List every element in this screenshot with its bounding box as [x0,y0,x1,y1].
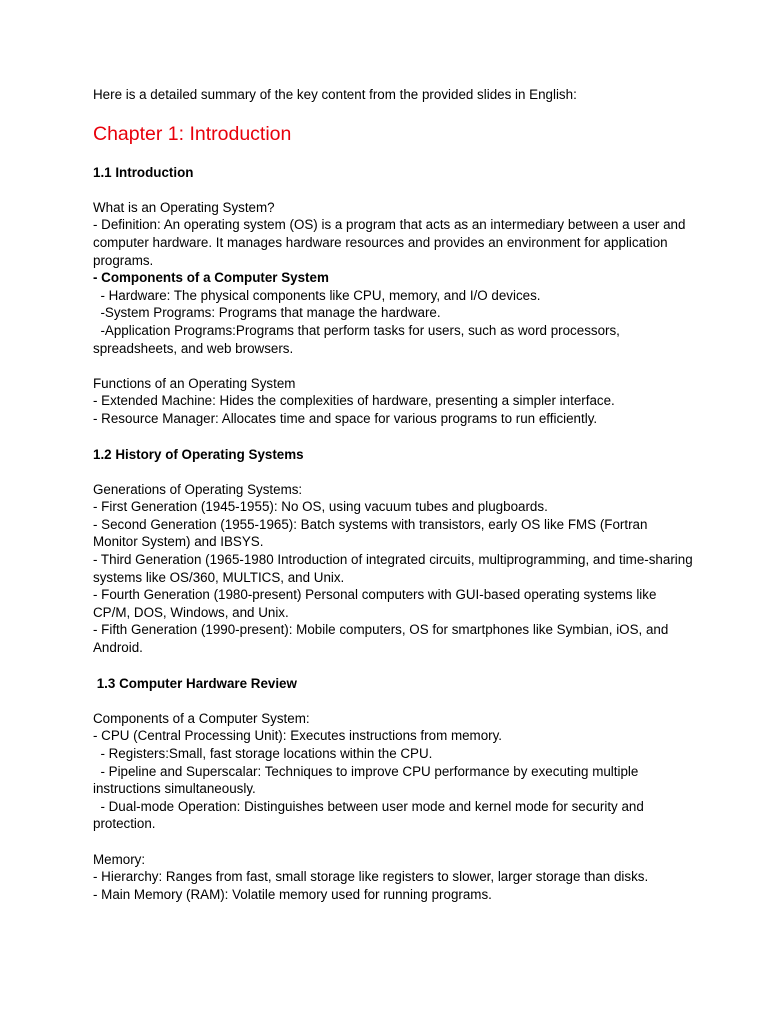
list-item: -Application Programs:Programs that perform tasks for users, such as word processors, spreadsheets, and web browsers. [93,322,624,356]
intro-text: Here is a detailed summary of the key content from the provided slides in English: [93,87,577,102]
list-item: - Registers:Small, fast storage locations within the CPU. [93,746,433,761]
list-item: - Main Memory (RAM): Volatile memory used for running programs. [93,886,492,902]
paragraph: - Definition: An operating system (OS) is a program that acts as an intermediary between a user and computer hardware. It manages hardware resources and provides an environment for application programs. [93,217,690,268]
list-item: - First Generation (1945-1955): No OS, using vacuum tubes and plugboards. [93,499,548,515]
paragraph: What is an Operating System? [93,199,275,215]
chapter-title: Chapter 1: Introduction [93,122,292,145]
list-item: - Fourth Generation (1980-present) Personal computers with GUI-based operating systems like CP/M, DOS, Windows, and Unix. [93,587,661,620]
list-item: - Third Generation (1965-1980 Introduction of integrated circuits, multiprogramming, and time-sharing systems like OS/360, MULTICS, and Unix. [93,552,697,585]
list-item: - Dual-mode Operation: Distinguishes between user mode and kernel mode for security and protection. [93,798,648,832]
list-item: - CPU (Central Processing Unit): Executes instructions from memory. [93,728,503,744]
section-1-3-heading: 1.3 Computer Hardware Review [93,675,297,691]
list-item: - Hierarchy: Ranges from fast, small storage like registers to slower, larger storage than disks. [93,869,649,885]
paragraph: Functions of an Operating System [93,375,296,391]
subheading: - Components of a Computer System [93,270,329,286]
list-item: - Fifth Generation (1990-present): Mobile computers, OS for smartphones like Symbian, iOS, and Android. [93,622,672,656]
list-item: - Extended Machine: Hides the complexities of hardware, presenting a simpler interface. [93,393,615,409]
document-page [93,86,697,903]
list-item: - Second Generation (1955-1965): Batch systems with transistors, early OS like FMS (Fortran Monitor System) and IBSYS. [93,516,652,550]
paragraph: Components of a Computer System: [93,710,310,726]
list-item: -System Programs: Programs that manage the hardware. [93,305,441,321]
paragraph: Memory: [93,851,146,867]
paragraph: Generations of Operating Systems: [93,481,303,497]
list-item: - Hardware: The physical components like CPU, memory, and I/O devices. [93,287,541,303]
list-item: - Resource Manager: Allocates time and space for various programs to run efficiently. [93,410,598,426]
list-item: - Pipeline and Superscalar: Techniques to improve CPU performance by executing multiple instructions simultaneously. [93,763,643,797]
section-1-1-heading: 1.1 Introduction [93,164,194,180]
section-1-2-heading: 1.2 History of Operating Systems [93,446,304,462]
